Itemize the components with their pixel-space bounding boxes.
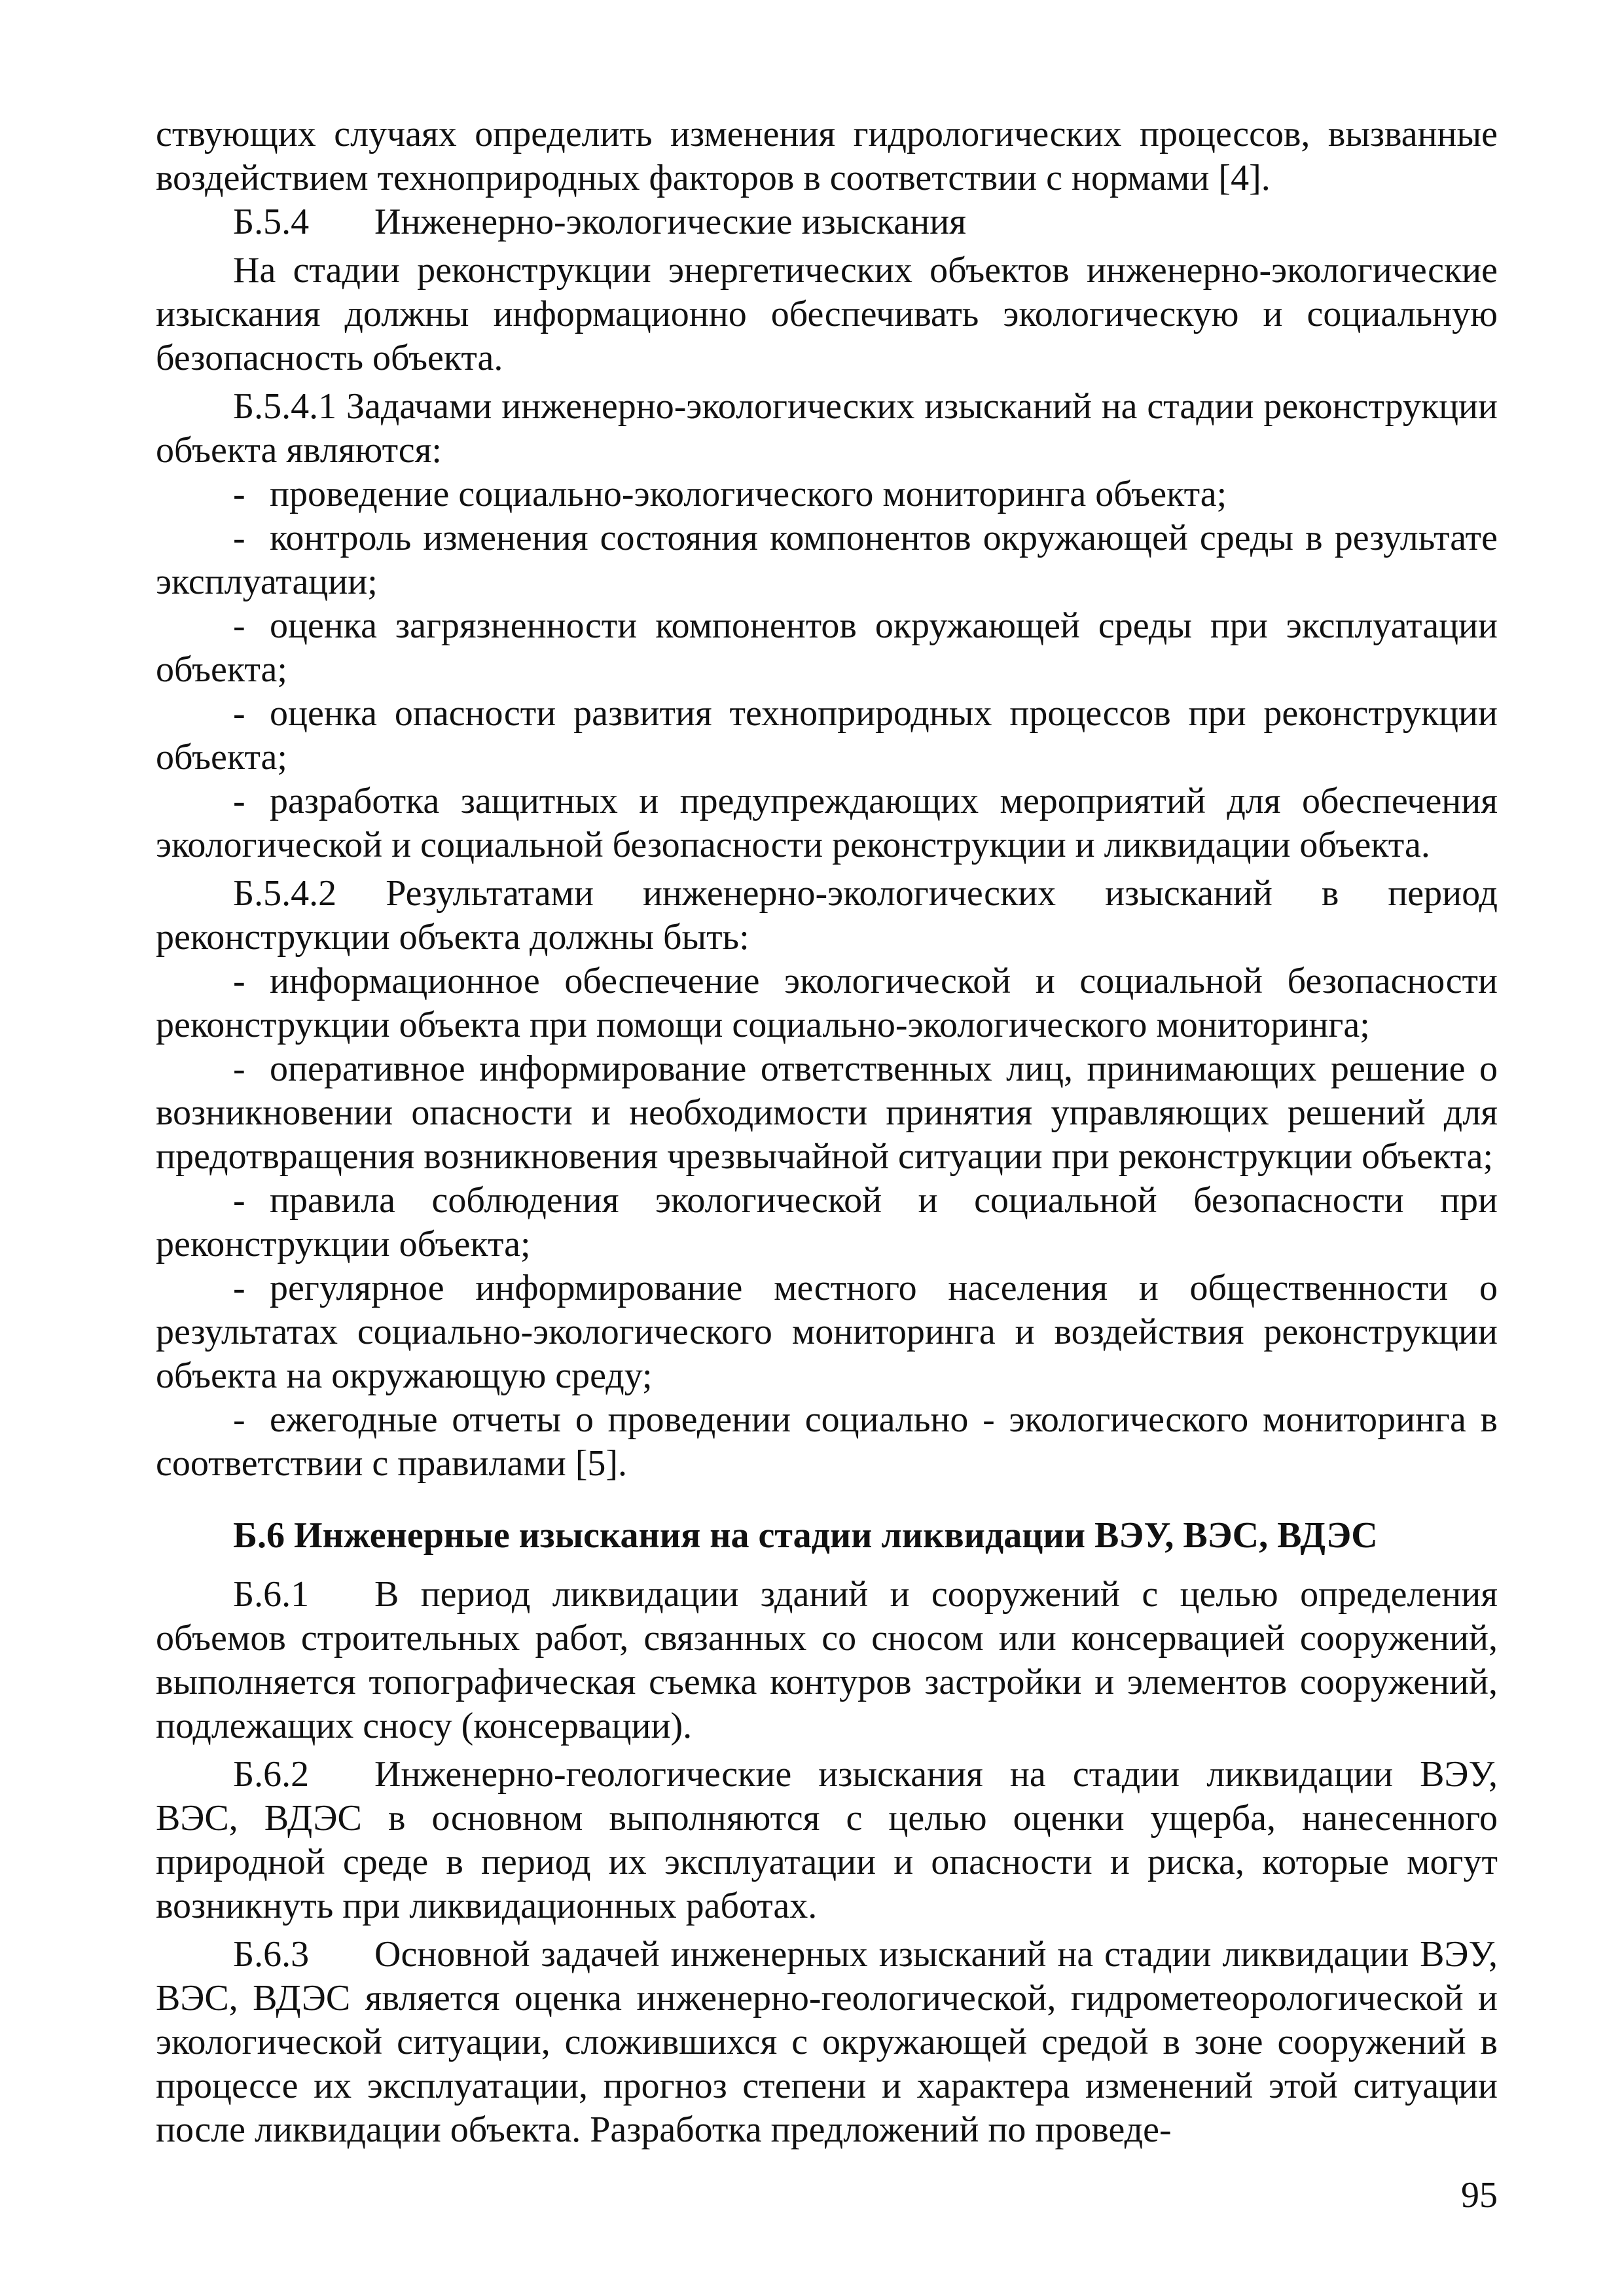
clause-number: Б.6.2 <box>233 1754 310 1795</box>
list-item <box>156 780 1498 867</box>
list-item <box>156 1266 1498 1398</box>
clause-number: Б.5.4 <box>233 202 310 242</box>
list-dash: - <box>233 693 245 734</box>
clause-b-6-1 <box>156 1573 1498 1748</box>
list-dash: - <box>233 474 245 514</box>
document-page <box>156 113 1498 2152</box>
clause-text: Задачами инженерно-экологических изысканий на стадии реконструкции объекта являются: <box>156 386 1498 471</box>
list-item-text: оценка загрязненности компонентов окружающей среды при эксплуатации объекта; <box>156 605 1498 690</box>
list-item <box>156 604 1498 692</box>
clause-number: Б.5.4.2 <box>233 873 337 914</box>
clause-b-5-4-2 <box>156 872 1498 960</box>
list-item-text: регулярное информирование местного населения и общественности о результатах социально-экологического мониторинга и воздействия реконструкции объекта на окружающую среду; <box>156 1268 1498 1396</box>
clause-number: Б.5.4.1 <box>233 386 337 427</box>
paragraph-continuation: ствующих случаях определить изменения гидрологических процессов, вызванные воздействием техноприродных факторов в соответствии с нормами [4]. <box>156 114 1498 198</box>
list-dash: - <box>233 518 245 558</box>
clause-number: Б.6.1 <box>233 1574 310 1615</box>
list-item-text: ежегодные отчеты о проведении социально - экологического мониторинга в соответствии с правилами [5]. <box>156 1399 1498 1484</box>
paragraph: На стадии реконструкции энергетических объектов инженерно-экологические изыскания должны информационно обеспечивать экологическую и социальную безопасность объекта. <box>156 250 1498 378</box>
clause-b-5-4-1 <box>156 385 1498 473</box>
list-item-text: проведение социально-экологического мониторинга объекта; <box>270 474 1227 514</box>
clause-number: Б.6.3 <box>233 1934 310 1975</box>
list-dash: - <box>233 1049 245 1089</box>
clause-text: Инженерно-экологические изыскания <box>374 202 966 242</box>
section-heading: Б.6 Инженерные изыскания на стадии ликвидации ВЭУ, ВЭС, ВДЭС <box>233 1515 1378 1556</box>
list-item-text: оперативное информирование ответственных лиц, принимающих решение о возникновении опасности и необходимости принятия управляющих решений для предотвращения возникновения чрезвычайной ситуации при реконструкции объекта; <box>156 1049 1498 1177</box>
list-item <box>156 1398 1498 1486</box>
clause-text: Инженерно-геологические изыскания на стадии ликвидации ВЭУ, ВЭС, ВДЭС в основном выполняются с целью оценки ущерба, нанесенного природной среде в период их эксплуатации и опасности и риска, которые могут возникнуть при ликвидационных работах. <box>156 1754 1498 1926</box>
subsection-title-b-5-4 <box>156 200 1498 244</box>
clause-b-6-2 <box>156 1753 1498 1928</box>
list-dash: - <box>233 605 245 646</box>
list-item-text: информационное обеспечение экологической и социальной безопасности реконструкции объекта при помощи социально-экологического мониторинга; <box>156 961 1498 1045</box>
list-dash: - <box>233 781 245 821</box>
clause-b-6-3 <box>156 1933 1498 2152</box>
list-item <box>156 1179 1498 1266</box>
clause-text: Основной задачей инженерных изысканий на стадии ликвидации ВЭУ, ВЭС, ВДЭС является оценка инженерно-геологической, гидрометеорологической и экологической ситуации, сложившихся с окружающей средой в зоне сооружений в процессе их эксплуатации, прогноз степени и характера изменений этой ситуации после ликвидации объекта. Разработка предложений по проведе- <box>156 1934 1498 2150</box>
list-item <box>156 960 1498 1047</box>
list-item <box>156 516 1498 604</box>
list-dash: - <box>233 1180 245 1221</box>
clause-text: Результатами инженерно-экологических изысканий в период реконструкции объекта должны быть: <box>156 873 1498 958</box>
page-number: 95 <box>1461 2175 1498 2215</box>
list-dash: - <box>233 961 245 1001</box>
list-item <box>156 692 1498 780</box>
list-dash: - <box>233 1399 245 1440</box>
list-item <box>156 1047 1498 1179</box>
list-item-text: контроль изменения состояния компонентов окружающей среды в результате эксплуатации; <box>156 518 1498 602</box>
list-item-text: оценка опасности развития техноприродных процессов при реконструкции объекта; <box>156 693 1498 778</box>
list-item-text: правила соблюдения экологической и социальной безопасности при реконструкции объекта; <box>156 1180 1498 1265</box>
list-item-text: разработка защитных и предупреждающих мероприятий для обеспечения экологической и социальной безопасности реконструкции и ликвидации объекта. <box>156 781 1498 865</box>
clause-text: В период ликвидации зданий и сооружений с целью определения объемов строительных работ, связанных со сносом или консервацией сооружений, выполняется топографическая съемка контуров застройки и элементов сооружений, подлежащих сносу (консервации). <box>156 1574 1498 1746</box>
list-item <box>156 473 1498 516</box>
list-dash: - <box>233 1268 245 1308</box>
